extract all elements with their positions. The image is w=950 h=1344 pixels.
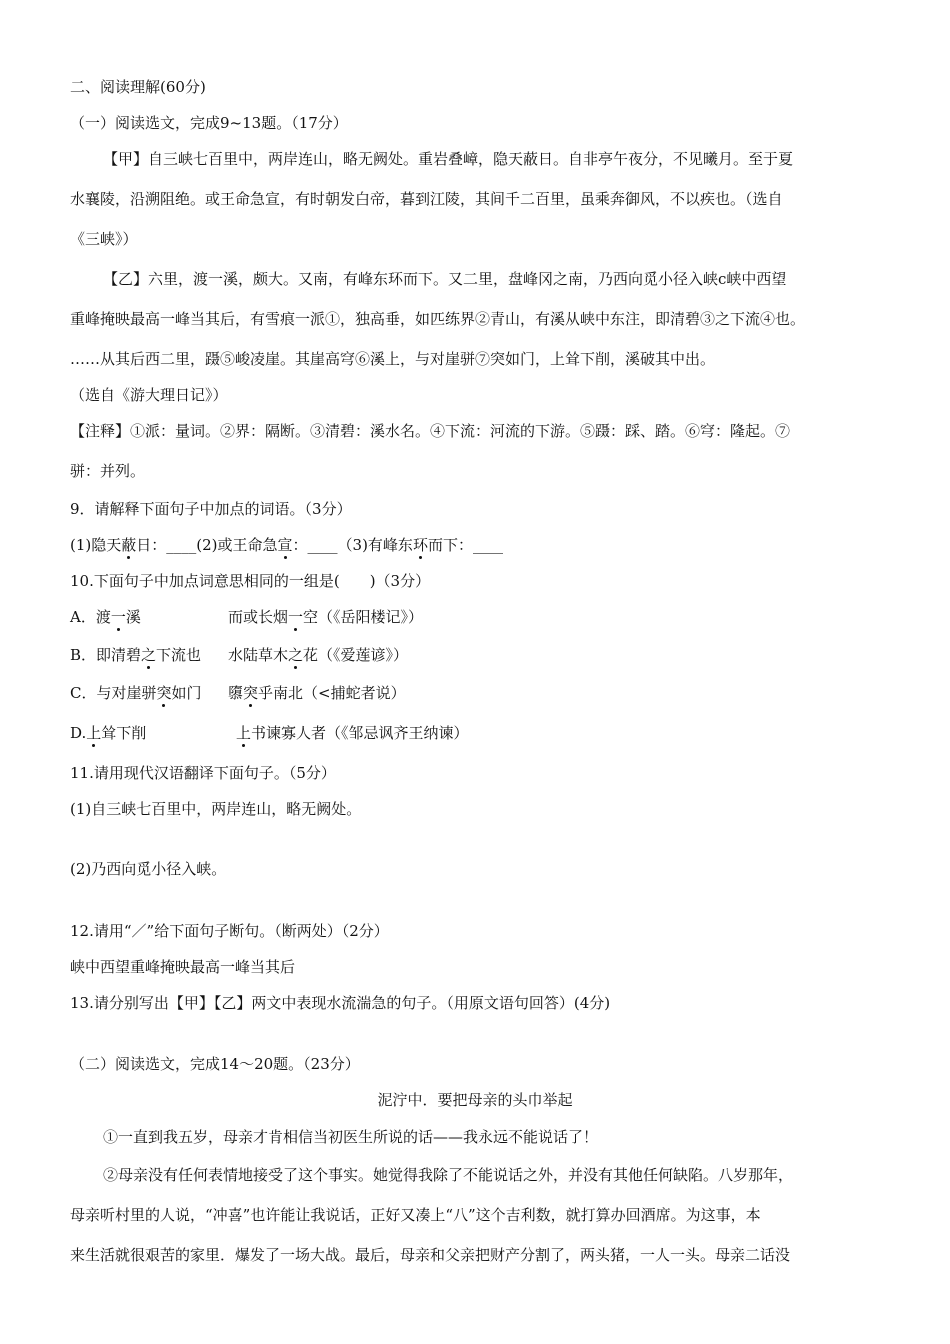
dotted-word: 之 xyxy=(288,646,304,664)
notes-line-2: 骈：并列。 xyxy=(70,462,146,480)
q10-option-c-right xyxy=(228,683,406,703)
yi-line-2: 重峰掩映最高一峰当其后，有雪痕一派①，独高垂，如匹练界②青山，有溪从峡中东注，即清碧③之下流④也。 xyxy=(70,310,806,328)
option-label: B．即清碧 xyxy=(70,646,142,664)
part2-intro: （二）阅读选文，完成14～20题。（23分） xyxy=(70,1055,360,1073)
notes-line-1: 【注释】①派：量词。②界：隔断。③清碧：溪水名。④下流：河流的下游。⑤蹑：踩、踏。⑥穹：隆起。⑦ xyxy=(70,422,791,440)
q10-option-c xyxy=(70,683,202,703)
q9-items xyxy=(70,535,503,555)
option-label: C．与对崖骈 xyxy=(70,684,157,702)
paragraph-1: ①一直到我五岁，母亲才肯相信当初医生所说的话——我永远不能说话了！ xyxy=(103,1128,599,1146)
q10-option-a-right xyxy=(228,607,423,627)
yi-line-3: ……从其后西二里，蹑⑤峻凌崖。其崖高穹⑥溪上，与对崖骈⑦突如门，上耸下削，溪破其中出。 xyxy=(70,350,716,368)
q12-sentence: 峡中西望重峰掩映最高一峰当其后 xyxy=(70,958,296,976)
q13-stem: 13.请分别写出【甲】【乙】两文中表现水流湍急的句子。（用原文语句回答）(4分) xyxy=(70,994,611,1012)
option-text: 如门 xyxy=(171,684,202,702)
q10-option-a xyxy=(70,607,141,627)
q10-stem: 10.下面句子中加点词意思相同的一组是( )（3分） xyxy=(70,572,431,590)
q10-option-b-right xyxy=(228,645,408,665)
dotted-word: 上 xyxy=(86,724,102,742)
option-text: 耸下削 xyxy=(101,724,147,742)
q10-option-b xyxy=(70,645,201,665)
q9-text: 而下：____ xyxy=(427,536,503,554)
dotted-word: 一 xyxy=(288,608,304,626)
yi-line-1: 【乙】六里，渡一溪，颇大。又南，有峰东环而下。又二里，盘峰冈之南，乃西向觅小径入峡c峡中西望 xyxy=(103,270,787,288)
q9-text: 日：____(2)或王命急 xyxy=(136,536,278,554)
q11-sentence-2: (2)乃西向觅小径入峡。 xyxy=(70,860,227,878)
option-text: 下流也 xyxy=(156,646,202,664)
jia-line-2: 水襄陵，沿溯阻绝。或王命急宣，有时朝发白帝，暮到江陵，其间千二百里，虽乘奔御风，不以疾也。（选自 xyxy=(70,190,783,208)
article-title: 泥泞中．要把母亲的头巾举起 xyxy=(377,1091,573,1109)
q9-stem: 9．请解释下面句子中加点的词语。（3分） xyxy=(70,500,352,518)
option-label: D. xyxy=(70,724,87,742)
option-text: 而或长烟 xyxy=(228,608,289,626)
paragraph-2-line-1: ②母亲没有任何表情地接受了这个事实。她觉得我除了不能说话之外，并没有其他任何缺陷。八岁那年， xyxy=(103,1166,794,1184)
section-heading: 二、阅读理解(60分) xyxy=(70,78,206,96)
q12-stem: 12.请用“／”给下面句子断句。（断两处）（2分） xyxy=(70,922,389,940)
dotted-word: 上 xyxy=(236,724,252,742)
q9-dotted-word: 蔽 xyxy=(121,536,137,554)
dotted-word: 突 xyxy=(243,684,259,702)
option-text: 乎南北（<捕蛇者说） xyxy=(258,684,406,702)
dotted-word: 之 xyxy=(141,646,157,664)
q9-text: ：____（3)有峰东 xyxy=(292,536,413,554)
option-text: 花（《爱莲谚》） xyxy=(303,646,409,664)
paragraph-2-line-3: 来生活就很艰苦的家里．爆发了一场大战。最后，母亲和父亲把财产分割了，两头猪，一人一头。母亲二话没 xyxy=(70,1246,791,1264)
q9-text: (1)隐天 xyxy=(70,536,122,554)
q9-dotted-word: 宣 xyxy=(277,536,293,554)
option-label: A．渡 xyxy=(70,608,111,626)
option-text: 隳 xyxy=(228,684,244,702)
dotted-word: 突 xyxy=(156,684,172,702)
q9-dotted-word: 环 xyxy=(412,536,428,554)
dotted-word: 一 xyxy=(110,608,126,626)
option-text: 溪 xyxy=(125,608,141,626)
part1-intro: （一）阅读选文，完成9~13题。（17分） xyxy=(70,114,348,132)
yi-source: （选自《游大理日记》） xyxy=(70,386,228,404)
jia-line-3: 《三峡》） xyxy=(70,230,138,248)
paragraph-2-line-2: 母亲听村里的人说，“冲喜”也许能让我说话，正好又凑上“八”这个吉利数，就打算办回酒席。为这事，本 xyxy=(70,1206,761,1224)
q11-stem: 11.请用现代汉语翻译下面句子。（5分） xyxy=(70,764,336,782)
q10-option-d xyxy=(70,723,146,743)
option-text: 水陆草木 xyxy=(228,646,289,664)
q10-option-d-right xyxy=(236,723,469,743)
jia-line-1: 【甲】自三峡七百里中，两岸连山，略无阙处。重岩叠嶂，隐天蔽日。自非亭午夜分，不见曦月。至于夏 xyxy=(103,150,794,168)
option-text: 空（《岳阳楼记》） xyxy=(303,608,424,626)
option-text: 书谏寡人者（《邹忌讽齐王纳谏） xyxy=(251,724,469,742)
q11-sentence-1: (1)自三峡七百里中，两岸连山，略无阙处。 xyxy=(70,800,362,818)
